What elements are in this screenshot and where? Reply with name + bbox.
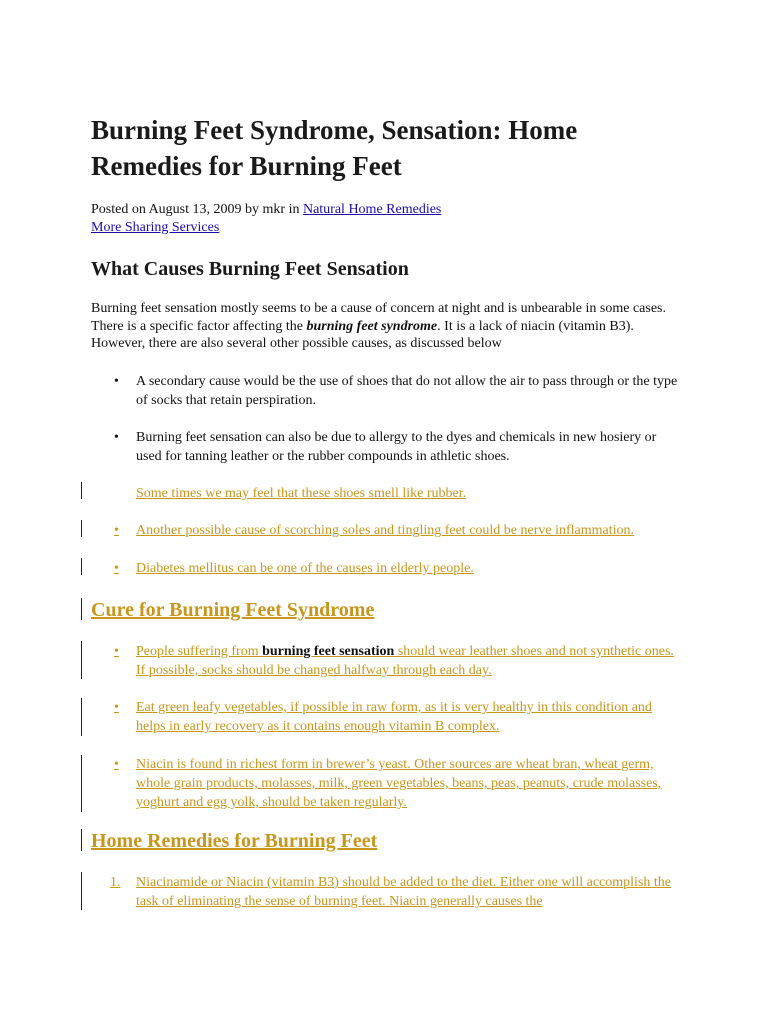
- revision-bar: [81, 698, 82, 736]
- post-meta: [91, 201, 441, 219]
- bullet-icon: •: [114, 561, 119, 576]
- revision-bar: [81, 829, 82, 851]
- revision-bar: [81, 755, 82, 812]
- post-meta-text: Posted on August 13, 2009 by mkr in: [91, 202, 303, 217]
- page-title: Burning Feet Syndrome, Sensation: Home Remedies for Burning Feet: [91, 115, 578, 181]
- list-item[interactable]: [114, 559, 681, 578]
- share-area: [91, 219, 219, 237]
- list-item[interactable]: [114, 698, 681, 736]
- section-heading-cure[interactable]: Cure for Burning Feet Syndrome: [91, 599, 375, 621]
- list-item-continuation[interactable]: [136, 484, 681, 503]
- revision-bar: [81, 598, 82, 620]
- section-heading-causes: What Causes Burning Feet Sensation: [91, 258, 409, 280]
- bullet-icon: •: [114, 700, 119, 715]
- list-item-text: Burning feet sensation can also be due to allergy to the dyes and chemicals in new hosiery or used for tanning leather or the rubber compounds in athletic shoes.: [136, 430, 657, 464]
- intro-emphasis: burning feet syndrome: [306, 318, 438, 334]
- category-link[interactable]: Natural Home Remedies: [302, 202, 442, 217]
- list-item-link-text[interactable]: Niacin is found in richest form in brewer’s yeast. Other sources are wheat bran, wheat germ, whole grain products, molasses, milk, green vegetables, beans, peas, peanuts, crude molasses, yoghurt and egg yolk, should be taken regularly.: [136, 757, 662, 810]
- list-item-link-text[interactable]: Some times we may feel that these shoes smell like rubber.: [136, 486, 467, 501]
- list-item-link-text[interactable]: Diabetes mellitus can be one of the causes in elderly people.: [136, 561, 474, 576]
- intro-text-end: . It is a lack of niacin (vitamin B3). However, there are also several other possible causes, as discussed below: [91, 318, 634, 351]
- bullet-icon: •: [114, 374, 119, 389]
- numbered-list-item[interactable]: [110, 873, 681, 911]
- list-number: 1.: [110, 875, 121, 890]
- bullet-icon: •: [114, 644, 119, 659]
- revision-bar: [81, 641, 82, 679]
- share-link[interactable]: More Sharing Services: [91, 220, 220, 235]
- revision-bar: [81, 482, 82, 499]
- list-item[interactable]: [114, 642, 681, 680]
- list-item-text: A secondary cause would be the use of shoes that do not allow the air to pass through or the type of socks that retain perspiration.: [136, 374, 678, 408]
- list-item-emphasis[interactable]: burning feet sensation: [262, 644, 395, 659]
- list-item: [114, 428, 681, 466]
- list-item[interactable]: [114, 755, 681, 812]
- bullet-icon: •: [114, 757, 119, 772]
- revision-bar: [81, 520, 82, 537]
- revision-bar: [81, 872, 82, 910]
- list-item[interactable]: [114, 521, 681, 540]
- bullet-icon: •: [114, 430, 119, 445]
- list-item-link-text[interactable]: should wear leather shoes and not synthetic ones. If possible, socks should be changed halfway through each day.: [136, 644, 674, 678]
- list-item-link-text[interactable]: People suffering from: [136, 644, 263, 659]
- list-item-link-text[interactable]: Niacinamide or Niacin (vitamin B3) should be added to the diet. Either one will accomplish the task of eliminating the sense of burning feet. Niacin generally causes the: [136, 875, 671, 909]
- list-item: [114, 372, 681, 410]
- intro-paragraph: [91, 300, 681, 353]
- list-item-link-text[interactable]: Eat green leafy vegetables, if possible in raw form, as it is very healthy in this condition and helps in early recovery as it contains enough vitamin B complex.: [136, 700, 652, 734]
- revision-bar: [81, 558, 82, 575]
- intro-text: Burning feet sensation mostly seems to be a cause of concern at night and is unbearable in some cases. There is a specific factor affecting the: [91, 301, 666, 334]
- section-heading-remedies[interactable]: Home Remedies for Burning Feet: [91, 830, 378, 852]
- list-item-link-text[interactable]: Another possible cause of scorching soles and tingling feet could be nerve inflammation.: [136, 523, 635, 538]
- bullet-icon: •: [114, 523, 119, 538]
